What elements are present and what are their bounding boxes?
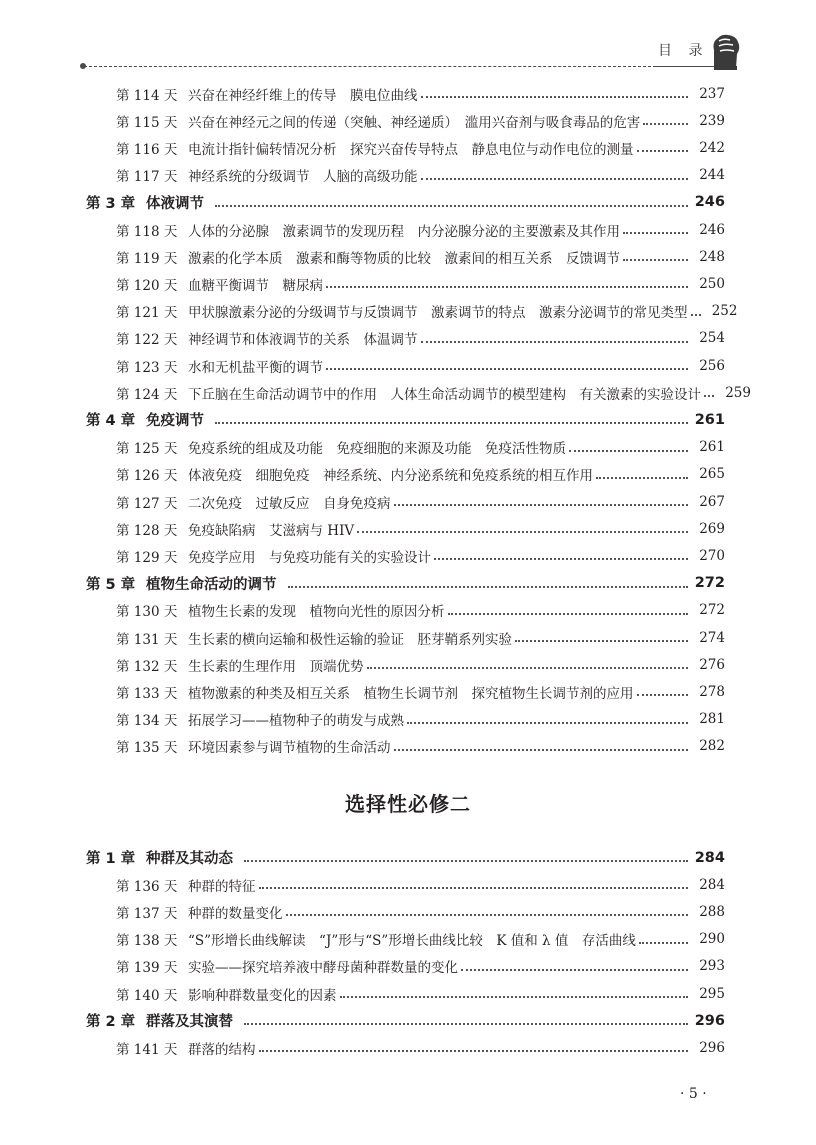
page-ref: 274 — [699, 629, 725, 646]
dot-leader — [596, 476, 688, 479]
toc-entry-row — [0, 597, 816, 624]
dot-leader — [623, 258, 688, 261]
chapter-title: 植物生命活动的调节 — [146, 576, 277, 593]
toc-chapter-row — [0, 1007, 816, 1034]
page-number: · 5 · — [680, 1086, 707, 1102]
toc-entry-row — [0, 325, 816, 352]
dot-leader — [623, 231, 688, 234]
page-ref: 237 — [699, 85, 725, 102]
entry-title: 拓展学习——植物种子的萌发与成熟 — [188, 713, 404, 730]
dot-leader — [326, 285, 688, 288]
page-ref: 246 — [699, 221, 725, 238]
page-ref: 248 — [699, 248, 725, 265]
dot-leader — [259, 1049, 689, 1052]
day-number: 第 125 天 — [116, 441, 178, 458]
page-ref: 254 — [699, 330, 725, 347]
page-ref: 296 — [694, 1012, 725, 1029]
day-number: 第 128 天 — [116, 522, 178, 539]
page-ref: 284 — [699, 876, 725, 893]
dot-leader — [421, 340, 689, 343]
day-number: 第 123 天 — [116, 359, 178, 376]
page-ref: 278 — [699, 683, 725, 700]
day-number: 第 119 天 — [116, 250, 178, 267]
header-title: 目 录 — [658, 43, 709, 59]
page-ref: 250 — [699, 275, 725, 292]
day-number: 第 122 天 — [116, 332, 178, 349]
toc-entry-row — [0, 434, 816, 461]
entry-title: 甲状腺激素分泌的分级调节与反馈调节 激素调节的特点 激素分泌调节的常见类型 — [188, 305, 688, 322]
chapter-title: 体液调节 — [146, 195, 204, 212]
dot-leader — [394, 748, 689, 751]
entry-title: 种群的数量变化 — [188, 905, 283, 922]
page-ref: 270 — [699, 547, 725, 564]
entry-title: 免疫系统的组成及功能 免疫细胞的来源及功能 免疫活性物质 — [188, 441, 566, 458]
toc-entry-row — [0, 980, 816, 1007]
day-number: 第 138 天 — [116, 933, 178, 950]
page-ref: 242 — [699, 139, 725, 156]
toc-chapter-row — [0, 570, 816, 597]
toc-entry-row — [0, 706, 816, 733]
day-number: 第 116 天 — [116, 141, 178, 158]
page-ref: 252 — [711, 303, 738, 320]
toc-entry-row — [0, 216, 816, 243]
toc-entry-row — [0, 678, 816, 705]
dot-leader — [215, 204, 688, 207]
page-ref: 244 — [699, 167, 725, 184]
entry-title: 生长素的生理作用 顶端优势 — [188, 658, 364, 675]
day-number: 第 140 天 — [116, 987, 178, 1004]
page-ref: 259 — [725, 384, 751, 401]
toc-entry-row — [0, 542, 816, 569]
dot-leader — [421, 95, 689, 98]
dot-leader — [704, 394, 714, 397]
chapter-number: 第 4 章 — [86, 413, 136, 430]
day-number: 第 126 天 — [116, 468, 178, 485]
day-number: 第 130 天 — [116, 604, 178, 621]
dot-leader — [461, 968, 688, 971]
dot-leader — [367, 666, 689, 669]
day-number: 第 141 天 — [116, 1041, 178, 1058]
dot-leader — [244, 859, 688, 862]
page-ref: 239 — [699, 112, 725, 129]
chapter-title: 种群及其动态 — [146, 851, 233, 867]
toc-entry-row — [0, 352, 816, 379]
entry-title: 下丘脑在生命活动调节中的作用 人体生命活动调节的模型建构 有关激素的实验设计 — [188, 386, 701, 403]
dot-leader — [394, 503, 689, 506]
entry-title: 兴奋在神经元之间的传递（突触、神经递质） 滥用兴奋剂与吸食毒品的危害 — [188, 114, 641, 131]
entry-title: 水和无机盐平衡的调节 — [188, 359, 323, 376]
day-number: 第 115 天 — [116, 114, 178, 131]
chapter-number: 第 3 章 — [86, 195, 136, 212]
page-ref: 261 — [699, 439, 725, 456]
toc-entry-row — [0, 162, 816, 189]
dot-leader — [421, 177, 689, 180]
entry-title: 人体的分泌腺 激素调节的发现历程 内分泌腺分泌的主要激素及其作用 — [188, 223, 620, 240]
entry-title: 兴奋在神经纤维上的传导 膜电位曲线 — [188, 87, 418, 104]
page-ref: 296 — [699, 1039, 725, 1056]
day-number: 第 134 天 — [116, 713, 178, 730]
entry-title: 植物生长素的发现 植物向光性的原因分析 — [188, 604, 445, 621]
toc-entry-row — [0, 379, 816, 406]
page-ref: 256 — [699, 357, 725, 374]
dot-leader — [637, 149, 689, 152]
page-ref: 269 — [699, 520, 725, 537]
page-ref: 288 — [699, 903, 725, 920]
chapter-number: 第 1 章 — [86, 851, 136, 867]
page-header — [0, 0, 816, 80]
page-ref: 272 — [699, 602, 725, 619]
section-heading: 选择性必修二 — [345, 792, 471, 816]
page-ref: 284 — [694, 849, 725, 866]
dot-leader — [340, 995, 689, 998]
toc-chapter-row — [0, 844, 816, 871]
toc-entry-row — [0, 926, 816, 953]
day-number: 第 139 天 — [116, 960, 178, 977]
day-number: 第 117 天 — [116, 169, 178, 186]
day-number: 第 136 天 — [116, 878, 178, 895]
page-ref: 261 — [694, 411, 725, 428]
dot-leader — [569, 449, 688, 452]
day-number: 第 133 天 — [116, 685, 178, 702]
day-number: 第 127 天 — [116, 495, 178, 512]
day-number: 第 129 天 — [116, 549, 178, 566]
entry-title: 神经系统的分级调节 人脑的高级功能 — [188, 169, 418, 186]
page-ref: 281 — [699, 711, 725, 728]
toc-entry-row — [0, 624, 816, 651]
entry-title: 免疫学应用 与免疫功能有关的实验设计 — [188, 549, 431, 566]
entry-title: 生长素的横向运输和极性运输的验证 胚芽鞘系列实验 — [188, 631, 512, 648]
entry-title: 群落的结构 — [188, 1041, 256, 1058]
toc-entry-row — [0, 898, 816, 925]
chapter-number: 第 5 章 — [86, 576, 136, 593]
fist-logo-icon — [706, 28, 744, 72]
day-number: 第 118 天 — [116, 223, 178, 240]
chapter-title: 群落及其演替 — [146, 1014, 233, 1031]
page-ref: 272 — [694, 575, 725, 592]
entry-title: 神经调节和体液调节的关系 体温调节 — [188, 332, 418, 349]
day-number: 第 135 天 — [116, 740, 178, 757]
page-ref: 246 — [694, 194, 725, 211]
toc-entry-row — [0, 270, 816, 297]
dot-leader — [326, 367, 688, 370]
dot-leader — [286, 913, 689, 916]
day-number: 第 121 天 — [116, 305, 178, 322]
dot-leader — [448, 612, 689, 615]
dot-leader — [288, 585, 689, 588]
page-ref: 282 — [699, 738, 725, 755]
dot-leader — [515, 639, 688, 642]
toc-entry-row — [0, 953, 816, 980]
toc-chapter-row — [0, 189, 816, 216]
dot-leader — [259, 886, 689, 889]
day-number: 第 114 天 — [116, 87, 178, 104]
entry-title: 影响种群数量变化的因素 — [188, 987, 337, 1004]
toc-entry-row — [0, 80, 816, 107]
day-number: 第 120 天 — [116, 277, 178, 294]
toc-entry-row — [0, 1034, 816, 1061]
toc-entry-row — [0, 298, 816, 325]
entry-title: 种群的特征 — [188, 878, 256, 895]
toc-entry-row — [0, 461, 816, 488]
dot-leader — [357, 530, 688, 533]
dot-leader — [244, 1022, 688, 1025]
page-ref: 290 — [699, 931, 725, 948]
chapter-title: 免疫调节 — [146, 413, 204, 430]
entry-title: 二次免疫 过敏反应 自身免疫病 — [188, 495, 391, 512]
day-number: 第 131 天 — [116, 631, 178, 648]
entry-title: 免疫缺陷病 艾滋病与 HIV — [188, 522, 355, 539]
dot-leader — [691, 313, 701, 316]
dot-leader — [643, 122, 688, 125]
entry-title: “S”形增长曲线解读 “J”形与“S”形增长曲线比较 K 值和 λ 值 存活曲线 — [188, 933, 636, 950]
toc-entry-row — [0, 243, 816, 270]
page-ref: 293 — [699, 958, 725, 975]
day-number: 第 137 天 — [116, 905, 178, 922]
entry-title: 植物激素的种类及相互关系 植物生长调节剂 探究植物生长调节剂的应用 — [188, 685, 634, 702]
toc-entry-row — [0, 515, 816, 542]
page-ref: 276 — [699, 656, 725, 673]
entry-title: 实验——探究培养液中酵母菌种群数量的变化 — [188, 960, 458, 977]
chapter-number: 第 2 章 — [86, 1014, 136, 1031]
entry-title: 体液免疫 细胞免疫 神经系统、内分泌系统和免疫系统的相互作用 — [188, 468, 593, 485]
day-number: 第 124 天 — [116, 386, 178, 403]
entry-title: 环境因素参与调节植物的生命活动 — [188, 740, 391, 757]
toc-entry-row — [0, 107, 816, 134]
toc-entry-row — [0, 134, 816, 161]
dot-leader — [407, 721, 688, 724]
toc-entry-row — [0, 871, 816, 898]
toc-entry-row — [0, 651, 816, 678]
page-ref: 267 — [699, 493, 725, 510]
entry-title: 血糖平衡调节 糖尿病 — [188, 277, 323, 294]
header-dashed-rule — [84, 66, 656, 67]
toc-entry-row — [0, 733, 816, 760]
page-ref: 295 — [699, 985, 725, 1002]
page-ref: 265 — [699, 466, 725, 483]
entry-title: 电流计指针偏转情况分析 探究兴奋传导特点 静息电位与动作电位的测量 — [188, 141, 634, 158]
dot-leader — [637, 693, 689, 696]
dot-leader — [639, 941, 688, 944]
dot-leader — [434, 557, 688, 560]
entry-title: 激素的化学本质 激素和酶等物质的比较 激素间的相互关系 反馈调节 — [188, 250, 620, 267]
toc-chapter-row — [0, 406, 816, 433]
toc-entry-row — [0, 488, 816, 515]
day-number: 第 132 天 — [116, 658, 178, 675]
dot-leader — [215, 421, 688, 424]
